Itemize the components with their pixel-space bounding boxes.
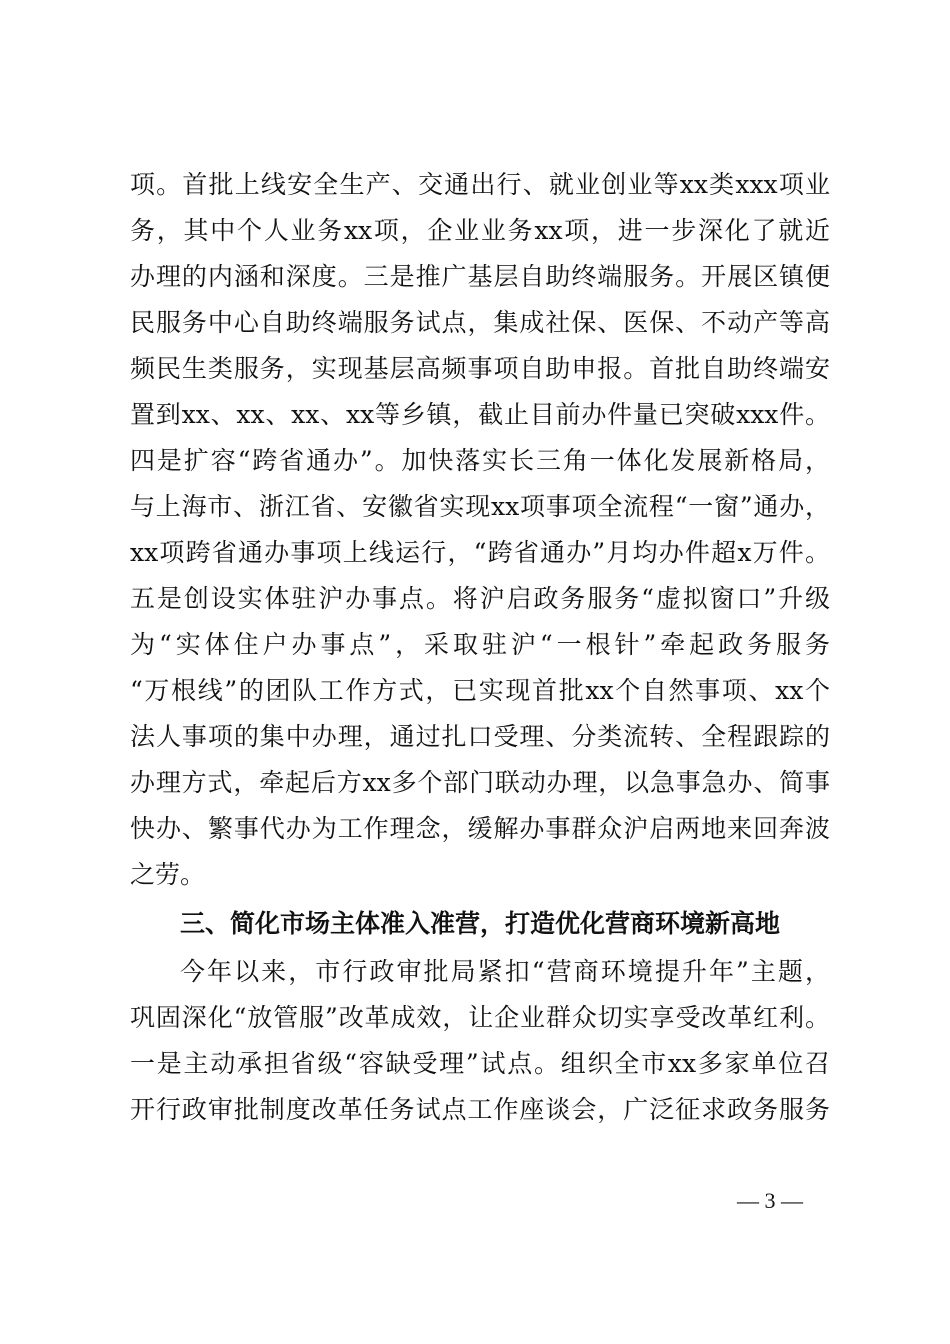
page-number: — 3 — bbox=[737, 1188, 803, 1213]
body-text-line: 与上海市、浙江省、安徽省实现xx项事项全流程“一窗”通办， bbox=[130, 492, 830, 521]
body-text-line: 快办、繁事代办为工作理念，缓解办事群众沪启两地来回奔波 bbox=[130, 814, 830, 843]
body-text-line: 之劳。 bbox=[130, 860, 206, 889]
body-text-line: 置到xx、xx、xx、xx等乡镇，截止目前办件量已突破xxx件。 bbox=[130, 400, 830, 429]
body-text-line: 开行政审批制度改革任务试点工作座谈会，广泛征求政务服务 bbox=[130, 1095, 830, 1124]
body-text-line: 为“实体住户办事点”，采取驻沪“一根针”牵起政务服务 bbox=[130, 630, 830, 659]
body-text-line: 四是扩容“跨省通办”。加快落实长三角一体化发展新格局， bbox=[130, 446, 830, 475]
body-text-line: 巩固深化“放管服”改革成效，让企业群众切实享受改革红利。 bbox=[130, 1003, 830, 1032]
body-text-line: 五是创设实体驻沪办事点。将沪启政务服务“虚拟窗口”升级 bbox=[130, 584, 830, 613]
body-text-line: 一是主动承担省级“容缺受理”试点。组织全市xx多家单位召 bbox=[130, 1049, 830, 1078]
body-text-line: 办理的内涵和深度。三是推广基层自助终端服务。开展区镇便 bbox=[130, 262, 830, 291]
body-text-line: 项。首批上线安全生产、交通出行、就业创业等xx类xxx项业 bbox=[130, 170, 830, 199]
section-heading: 三、简化市场主体准入准营，打造优化营商环境新高地 bbox=[180, 909, 781, 938]
body-text-line: 频民生类服务，实现基层高频事项自助申报。首批自助终端安 bbox=[130, 354, 830, 383]
body-text-line: 民服务中心自助终端服务试点，集成社保、医保、不动产等高 bbox=[130, 308, 830, 337]
body-text-line: xx项跨省通办事项上线运行，“跨省通办”月均办件超x万件。 bbox=[130, 538, 830, 567]
body-text-line: 今年以来，市行政审批局紧扣“营商环境提升年”主题， bbox=[180, 957, 830, 986]
body-text-line: 办理方式，牵起后方xx多个部门联动办理，以急事急办、简事 bbox=[130, 768, 830, 797]
body-text-line: “万根线”的团队工作方式，已实现首批xx个自然事项、xx个 bbox=[130, 676, 830, 705]
body-text-line: 务，其中个人业务xx项，企业业务xx项，进一步深化了就近 bbox=[130, 216, 830, 245]
body-text-line: 法人事项的集中办理，通过扎口受理、分类流转、全程跟踪的 bbox=[130, 722, 830, 751]
